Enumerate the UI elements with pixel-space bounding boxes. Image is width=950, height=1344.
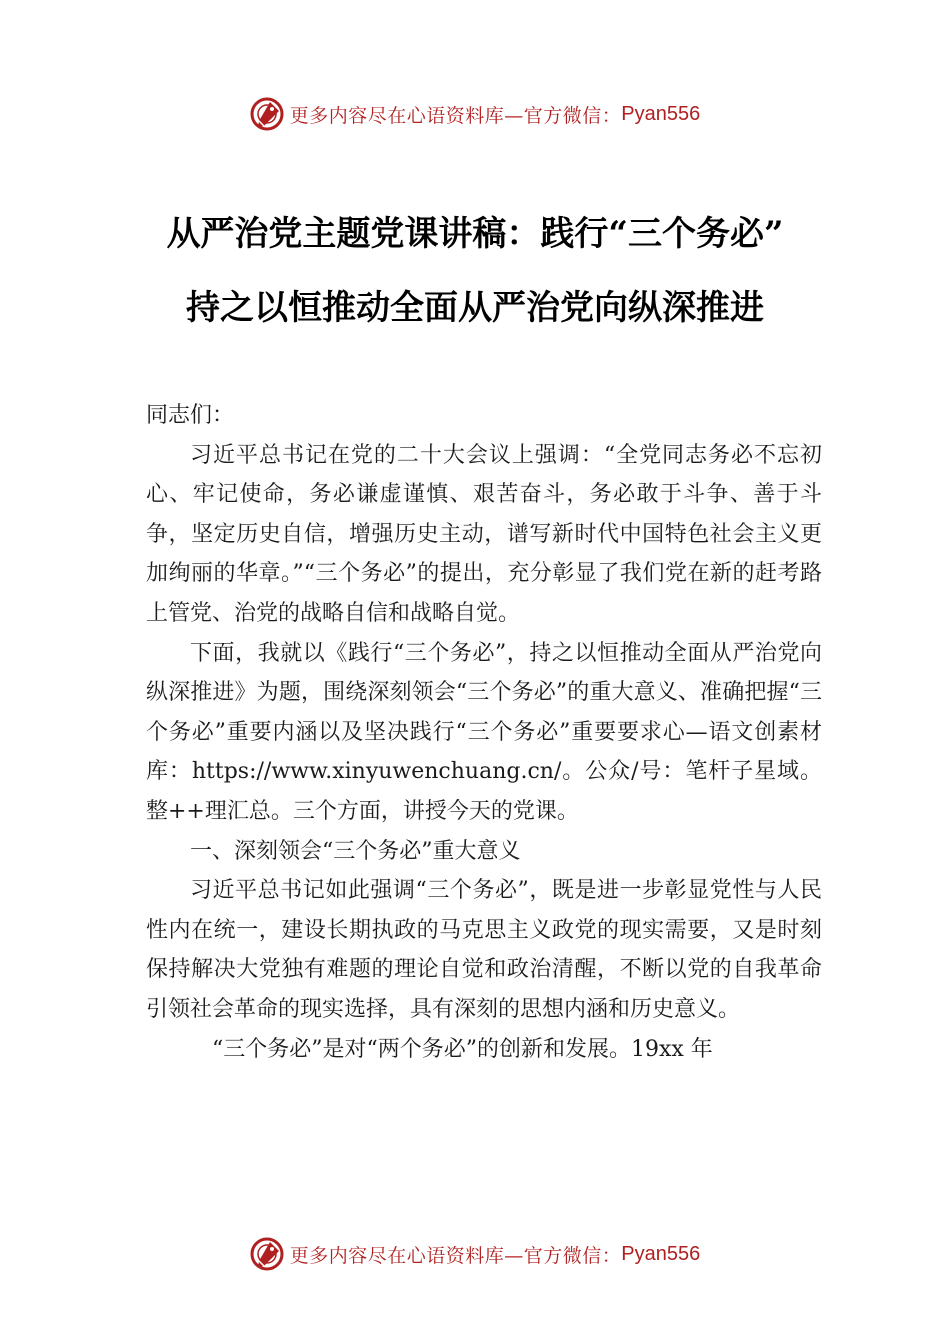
document-body bbox=[146, 396, 822, 1069]
salutation: 同志们： bbox=[146, 403, 235, 428]
document-title-line-1: 从严治党主题党课讲稿：践行“三个务必” bbox=[166, 214, 784, 254]
watermark-wechat-id: Pyan556 bbox=[621, 1242, 701, 1265]
pen-logo-icon bbox=[250, 1237, 284, 1271]
paragraph: 习近平总书记在党的二十大会议上强调：“全党同志务必不忘初心、牢记使命，务必谦虚谨慎、艰苦奋斗，务必敢于斗争、善于斗争，坚定历史自信，增强历史主动，谱写新时代中国特色社会主义更加绚丽的华章。”“三个务必”的提出，充分彰显了我们党在新的赶考路上管党、治党的战略自信和战略自觉。 bbox=[146, 442, 822, 626]
watermark-banner-bottom bbox=[0, 1234, 950, 1274]
watermark-banner-top bbox=[0, 94, 950, 134]
watermark-wechat-id: Pyan556 bbox=[621, 102, 701, 125]
watermark-text: 更多内容尽在心语资料库—官方微信： bbox=[289, 104, 622, 127]
paragraph: “三个务必”是对“两个务必”的创新和发展。19xx 年 bbox=[212, 1036, 713, 1062]
paragraph: 习近平总书记如此强调“三个务必”，既是进一步彰显党性与人民性内在统一，建设长期执政的马克思主义政党的现实需要，又是时刻保持解决大党独有难题的理论自觉和政治清醒，不断以党的自我革命引领社会革命的现实选择，具有深刻的思想内涵和历史意义。 bbox=[146, 878, 822, 1022]
watermark-text: 更多内容尽在心语资料库—官方微信： bbox=[289, 1244, 622, 1267]
document-title-line-2: 持之以恒推动全面从严治党向纵深推进 bbox=[186, 288, 764, 328]
section-heading: 一、深刻领会“三个务必”重大意义 bbox=[190, 838, 521, 864]
paragraph: 下面，我就以《践行“三个务必”，持之以恒推动全面从严治党向纵深推进》为题，围绕深刻领会“三个务必”的重大意义、准确把握“三个务必”重要内涵以及坚决践行“三个务必”重要要求心—语文创素材库：https://www.xinyuwenchuang.cn/。公众/号：笔杆子星域。整++理汇总。三个方面，讲授今天的党课。 bbox=[146, 640, 822, 824]
pen-logo-icon bbox=[250, 97, 284, 131]
